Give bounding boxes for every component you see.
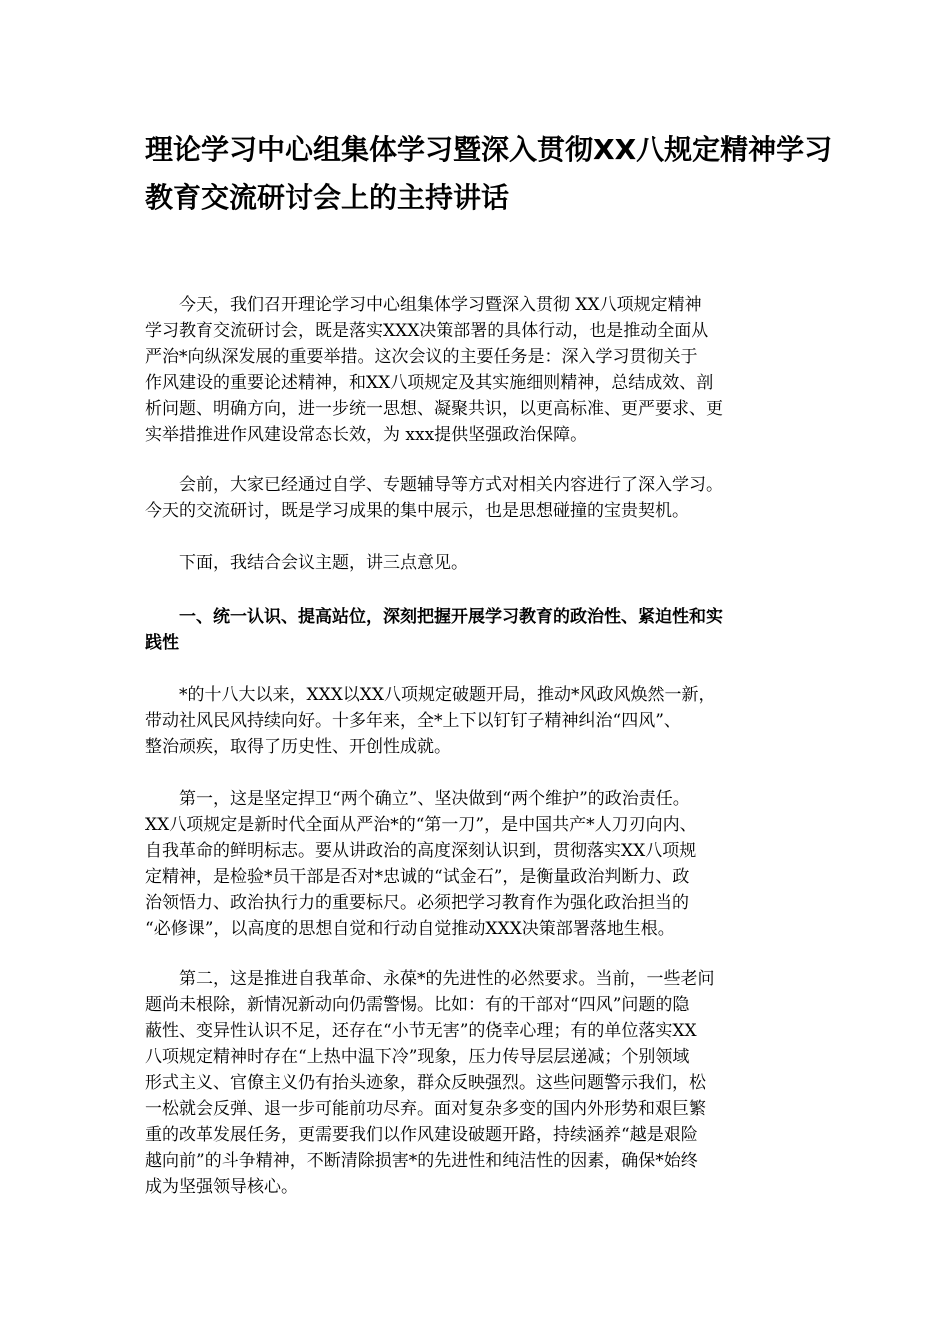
heading-line: 践性 — [145, 633, 179, 653]
paragraph-line: 形式主义、官僚主义仍有抬头迹象，群众反映强烈。这些问题警示我们，松 — [145, 1073, 706, 1093]
paragraph-line: 一松就会反弹、退一步可能前功尽弃。面对复杂多变的国内外形势和艰巨繁 — [145, 1099, 706, 1119]
paragraph-line: 第二，这是推进自我革命、永葆*的先进性的必然要求。当前，一些老问 — [179, 969, 715, 989]
paragraph-line: 下面，我结合会议主题，讲三点意见。 — [179, 553, 468, 573]
paragraph-line: 题尚未根除，新情况新动向仍需警惕。比如：有的干部对“四风”问题的隐 — [145, 995, 690, 1015]
paragraph-achievements — [145, 682, 813, 760]
paragraph-line: 越向前”的斗争精神，不断清除损害*的先进性和纯洁性的因素，确保*始终 — [145, 1151, 698, 1171]
paragraph-line: 八项规定精神时存在“上热中温下冷”现象，压力传导层层递减；个别领域 — [145, 1047, 690, 1067]
document-title — [145, 126, 833, 222]
paragraph-line: 蔽性、变异性认识不足，还存在“小节无害”的侥幸心理；有的单位落实XX — [145, 1021, 697, 1041]
paragraph-point-two — [145, 966, 813, 1200]
paragraph-line: 自我革命的鲜明标志。要从讲政治的高度深刻认识到，贯彻落实XX八项规 — [145, 841, 697, 861]
paragraph-point-one — [145, 786, 813, 942]
section-heading-one — [145, 604, 813, 656]
heading-line: 一、统一认识、提高站位，深刻把握开展学习教育的政治性、紧迫性和实 — [179, 607, 723, 627]
paragraph-transition — [145, 550, 813, 576]
paragraph-line: 整治顽疾，取得了历史性、开创性成就。 — [145, 737, 451, 757]
paragraph-line: 析问题、明确方向，进一步统一思想、凝聚共识，以更高标准、更严要求、更 — [145, 399, 723, 419]
paragraph-line: 实举措推进作风建设常态长效，为 xxx提供坚强政治保障。 — [145, 425, 588, 445]
paragraph-line: 作风建设的重要论述精神，和XX八项规定及其实施细则精神，总结成效、剖 — [145, 373, 714, 393]
title-line: 教育交流研讨会上的主持讲话 — [145, 181, 510, 214]
paragraph-preparation — [145, 472, 813, 524]
title-line: 理论学习中心组集体学习暨深入贯彻XX八规定精神学习 — [145, 133, 833, 166]
paragraph-line: *的十八大以来，XXX以XX八项规定破题开局，推动*风政风焕然一新， — [179, 685, 716, 705]
paragraph-line: 会前，大家已经通过自学、专题辅导等方式对相关内容进行了深入学习。 — [179, 475, 723, 495]
paragraph-line: 严治*向纵深发展的重要举措。这次会议的主要任务是：深入学习贯彻关于 — [145, 347, 698, 367]
paragraph-line: 带动社风民风持续向好。十多年来，全*上下以钉钉子精神纠治“四风”、 — [145, 711, 681, 731]
paragraph-line: 重的改革发展任务，更需要我们以作风建设破题开路，持续涵养“越是艰险 — [145, 1125, 698, 1145]
paragraph-line: 第一，这是坚定捍卫“两个确立”、坚决做到“两个维护”的政治责任。 — [179, 789, 690, 809]
paragraph-line: 定精神，是检验*员干部是否对*忠诚的“试金石”，是衡量政治判断力、政 — [145, 867, 690, 887]
paragraph-line: “必修课”，以高度的思想自觉和行动自觉推动XXX决策部署落地生根。 — [145, 919, 675, 939]
paragraph-line: 今天的交流研讨，既是学习成果的集中展示，也是思想碰撞的宝贵契机。 — [145, 501, 689, 521]
paragraph-line: XX八项规定是新时代全面从严治*的“第一刀”，是中国共产*人刀刃向内、 — [145, 815, 697, 835]
paragraph-line: 成为坚强领导核心。 — [145, 1177, 298, 1197]
paragraph-line: 学习教育交流研讨会，既是落实XXX决策部署的具体行动，也是推动全面从 — [145, 321, 709, 341]
paragraph-opening — [145, 292, 813, 448]
paragraph-line: 今天，我们召开理论学习中心组集体学习暨深入贯彻 XX八项规定精神 — [179, 295, 702, 315]
paragraph-line: 治领悟力、政治执行力的重要标尺。必须把学习教育作为强化政治担当的 — [145, 893, 689, 913]
